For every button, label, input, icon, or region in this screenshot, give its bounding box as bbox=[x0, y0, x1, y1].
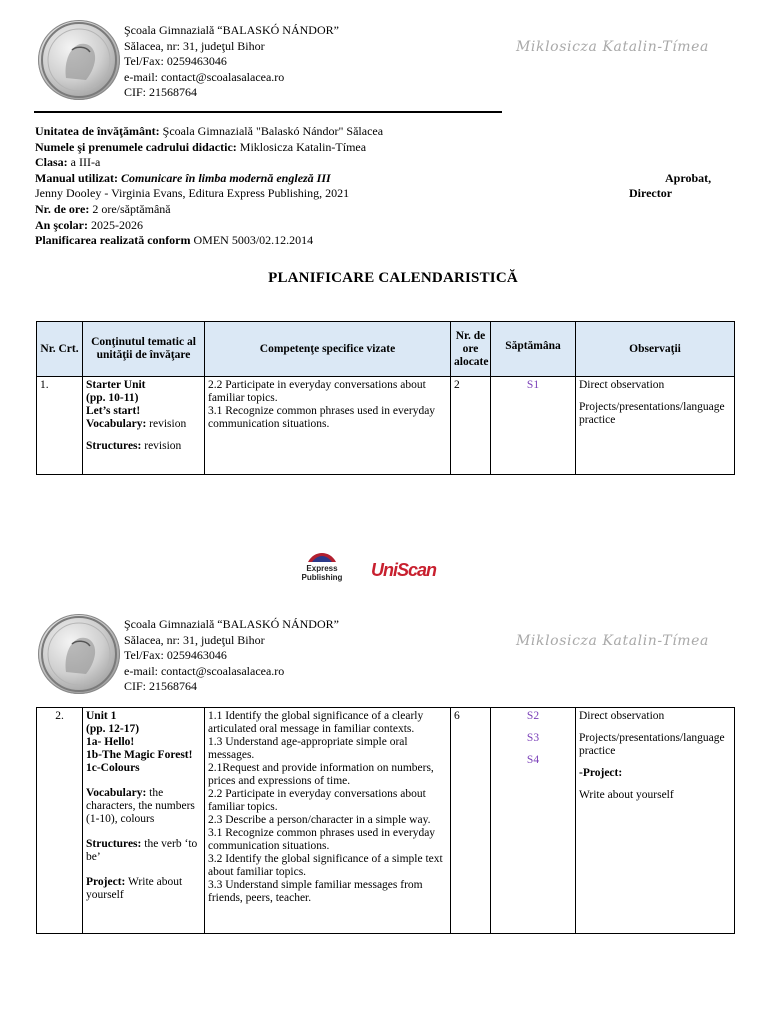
row-hours: 2 bbox=[451, 377, 491, 475]
director-label: Director bbox=[629, 186, 673, 200]
row-nr: 1. bbox=[37, 377, 83, 475]
school-cif: CIF: 21568764 bbox=[124, 679, 198, 694]
row-notes: Direct observation Projects/presentations/language practice bbox=[576, 377, 735, 475]
row-content: Unit 1 (pp. 12-17) 1a- Hello! 1b-The Magic Forest! 1c-Colours Vocabulary: the characters, the numbers (1-10), colours Structures: the verb ‘to be’ Project: Write about yourself bbox=[83, 708, 205, 934]
info-unit: Unitatea de învăţământ: Şcoala Gimnazială "Balaskó Nándor" Sălacea bbox=[35, 124, 384, 138]
header-hours: Nr. de ore alocate bbox=[451, 322, 491, 377]
plan-table-2 bbox=[36, 707, 735, 934]
info-authors: Jenny Dooley - Virginia Evans, Editura Express Publishing, 2021 bbox=[35, 186, 350, 201]
book-icon bbox=[286, 548, 358, 564]
approved-label: Aprobat, bbox=[665, 171, 712, 185]
document-info bbox=[35, 124, 635, 249]
row-competences: 1.1 Identify the global significance of a clearly articulated oral message in familiar contexts. 1.3 Understand age-appropriate simple oral messages. 2.1Request and provide information on numbers, prices and expressions of time. 2.2 Participate in everyday conversations about familiar topics. 2.3 Describe a person/character in a simple way. 3.1 Recognize common phrases used in everyday communication situations. 3.2 Identify the global significance of a simple text about familiar topics. 3.3 Understand simple familiar messages from friends, peers, teacher. bbox=[205, 708, 451, 934]
table-row bbox=[37, 377, 735, 475]
row-nr: 2. bbox=[37, 708, 83, 934]
school-name: Şcoala Gimnazială “BALASKÓ NÁNDOR” bbox=[124, 23, 339, 37]
row-content: Starter Unit (pp. 10-11) Let’s start! Vocabulary: revision Structures: revision bbox=[83, 377, 205, 475]
school-email: e-mail: contact@scoalasalacea.ro bbox=[124, 663, 285, 678]
header-notes: Observaţii bbox=[576, 322, 735, 377]
teacher-signature: Miklosicza Katalin-Tímea bbox=[516, 39, 709, 55]
document-title: PLANIFICARE CALENDARISTICĂ bbox=[268, 270, 518, 286]
row-hours: 6 bbox=[451, 708, 491, 934]
school-phone: Tel/Fax: 0259463046 bbox=[124, 54, 227, 69]
school-medal-logo bbox=[38, 614, 120, 694]
info-manual: Manual utilizat: Comunicare în limba modernă engleză III bbox=[35, 170, 331, 185]
school-name: Şcoala Gimnazială “BALASKÓ NÁNDOR” bbox=[124, 617, 339, 631]
school-medal-logo bbox=[38, 20, 120, 100]
teacher-signature: Miklosicza Katalin-Tímea bbox=[516, 633, 709, 649]
header-week: Săptămâna bbox=[491, 322, 576, 377]
school-email: e-mail: contact@scoalasalacea.ro bbox=[124, 69, 285, 84]
info-year: An şcolar: 2025-2026 bbox=[35, 217, 143, 232]
school-address: Sălacea, nr: 31, judeţul Bihor bbox=[124, 632, 265, 647]
info-plan: Planificarea realizată conform OMEN 5003/02.12.2014 bbox=[35, 233, 314, 248]
uniscan-logo: UniScan bbox=[371, 560, 437, 580]
info-teacher: Numele şi prenumele cadrului didactic: Miklosicza Katalin-Tímea bbox=[35, 139, 367, 154]
row-competences: 2.2 Participate in everyday conversations about familiar topics. 3.1 Recognize common phrases used in everyday communication situations. bbox=[205, 377, 451, 475]
header-content: Conţinutul tematic al unităţii de învăţare bbox=[83, 322, 205, 377]
school-address-block bbox=[124, 23, 339, 101]
header-competences: Competenţe specifice vizate bbox=[205, 322, 451, 377]
school-address-block bbox=[124, 617, 339, 695]
school-cif: CIF: 21568764 bbox=[124, 85, 198, 100]
plan-table-1 bbox=[36, 321, 735, 475]
school-phone: Tel/Fax: 0259463046 bbox=[124, 648, 227, 663]
info-class: Clasa: a III-a bbox=[35, 155, 101, 170]
header-divider bbox=[34, 111, 502, 113]
row-notes: Direct observation Projects/presentations/language practice -Project: Write about yourself bbox=[576, 708, 735, 934]
header-nr: Nr. Crt. bbox=[37, 322, 83, 377]
table-row bbox=[37, 708, 735, 934]
table-header-row bbox=[37, 322, 735, 377]
row-week: S2 S3 S4 bbox=[491, 708, 576, 934]
info-hours: Nr. de ore: 2 ore/săptămână bbox=[35, 201, 171, 216]
express-publishing-logo: Express Publishing bbox=[286, 548, 358, 578]
row-week: S1 bbox=[491, 377, 576, 475]
school-address: Sălacea, nr: 31, judeţul Bihor bbox=[124, 38, 265, 53]
